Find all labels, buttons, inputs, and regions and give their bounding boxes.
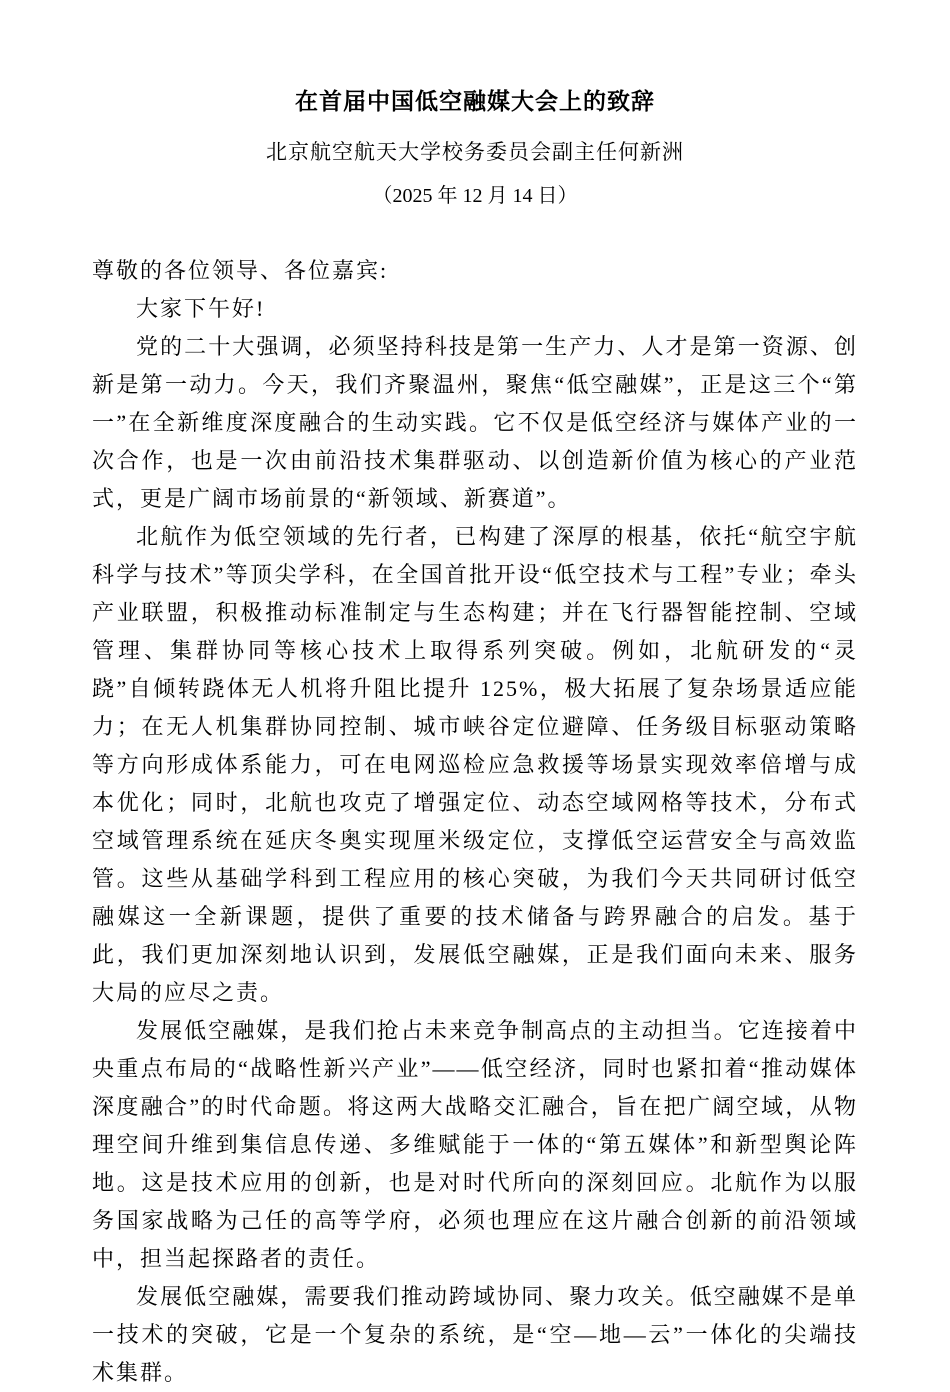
paragraph-cross-domain: 发展低空融媒，需要我们推动跨域协同、聚力攻关。低空融媒不是单一技术的突破，它是一个复杂的系统，是“空—地—云”一体化的尖端技术集群。 [92,1284,858,1385]
document-body [92,252,858,1392]
document-author-line: 北京航空航天大学校务委员会副主任何新洲 [266,140,684,164]
paragraph-buaa-foundation: 北航作为低空领域的先行者，已构建了深厚的根基，依托“航空宇航科学与技术”等顶尖学科，在全国首批开设“低空技术与工程”专业；牵头产业联盟，积极推动标准制定与生态构建；并在飞行器智能控制、空域管理、集群协同等核心技术上取得系列突破。例如，北航研发的“灵跷”自倾转跷体无人机将升阻比提升 125%，极大拓展了复杂场景适应能力；在无人机集群协同控制、城市峡谷定位避障、任务级目标驱动策略等方向形成体系能力，可在电网巡检应急救援等场景实现效率倍增与成本优化；同时，北航也攻克了增强定位、动态空域网格等技术，分布式空域管理系统在延庆冬奥实现厘米级定位，支撑低空运营安全与高效监管。这些从基础学科到工程应用的核心突破，为我们今天共同研讨低空融媒这一全新课题，提供了重要的技术储备与跨界融合的启发。基于此，我们更加深刻地认识到，发展低空融媒，正是我们面向未来、服务大局的应尽之责。 [92,524,858,1005]
paragraph-strategic-duty: 发展低空融媒，是我们抢占未来竞争制高点的主动担当。它连接着中央重点布局的“战略性新兴产业”——低空经济，同时也紧扣着“推动媒体深度融合”的时代命题。将这两大战略交汇融合，旨在把广阔空域，从物理空间升维到集信息传递、多维赋能于一体的“第五媒体”和新型舆论阵地。这是技术应用的创新，也是对时代所向的深刻回应。北航作为以服务国家战略为己任的高等学府，必须也理应在这片融合创新的前沿领域中，担当起探路者的责任。 [92,1018,858,1271]
greeting-line: 大家下午好! [136,296,266,321]
document-title: 在首届中国低空融媒大会上的致辞 [295,89,655,114]
document-date-line: （2025 年 12 月 14 日） [372,185,578,207]
salutation-line: 尊敬的各位领导、各位嘉宾: [92,258,389,283]
paragraph-opening: 党的二十大强调，必须坚持科技是第一生产力、人才是第一资源、创新是第一动力。今天，我们齐聚温州，聚焦“低空融媒”，正是这三个“第一”在全新维度深度融合的生动实践。它不仅是低空经济与媒体产业的一次合作，也是一次由前沿技术集群驱动、以创造新价值为核心的产业范式，更是广阔市场前景的“新领域、新赛道”。 [92,334,858,511]
